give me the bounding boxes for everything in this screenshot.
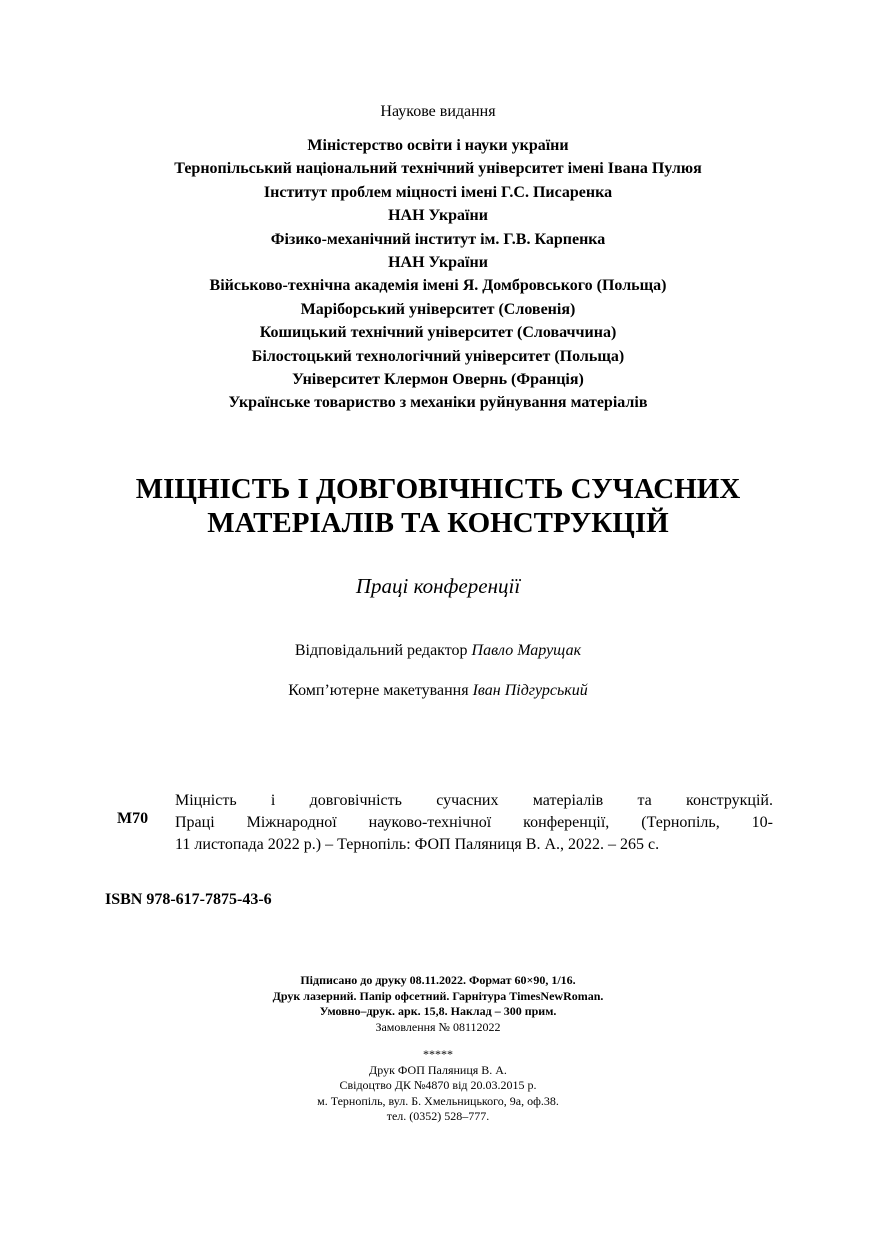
organization-line: НАН України <box>388 207 488 225</box>
layout-label: Комп’ютерне макетування <box>288 682 469 699</box>
organization-line: Тернопільський національний технічний університет імені Івана Пулюя <box>174 160 702 178</box>
printer-certificate: Свідоцтво ДК №4870 від 20.03.2015 р. <box>339 1078 537 1092</box>
imprint-signed: Підписано до друку 08.11.2022. Формат 60×90, 1/16. <box>300 973 576 987</box>
page-title <box>0 472 876 540</box>
organization-line: Українське товариство з механіки руйнування матеріалів <box>228 394 648 412</box>
subtitle: Праці конференції <box>355 574 521 598</box>
publication-kind: Наукове видання <box>380 103 496 120</box>
editor-label: Відповідальний редактор <box>294 642 468 659</box>
organization-line: Кошицький технічний університет (Словаччина) <box>259 324 617 342</box>
layout-name: Іван Підгурський <box>472 682 588 699</box>
organization-line: Маріборський університет (Словенія) <box>300 300 576 318</box>
separator: ***** <box>423 1047 453 1061</box>
udc-code: М70 <box>117 810 149 827</box>
organization-line: Міністерство освіти і науки україни <box>307 137 569 154</box>
printer-address: м. Тернопіль, вул. Б. Хмельницького, 9а, оф.38. <box>317 1093 559 1108</box>
title-line: МАТЕРІАЛІВ ТА КОНСТРУКЦІЙ <box>207 507 669 539</box>
imprint-sheets: Умовно–друк. арк. 15,8. Наклад – 300 прим. <box>319 1004 557 1018</box>
imprint-block <box>0 973 876 1043</box>
isbn: ISBN 978-617-7875-43-6 <box>105 891 272 908</box>
imprint-order: Замовлення № 08112022 <box>375 1019 501 1034</box>
organization-line: Університет Клермон Овернь (Франція) <box>292 370 584 388</box>
organization-line: Білостоцький технологічний університет (Польща) <box>251 347 625 365</box>
imprint-spacer <box>0 1035 876 1043</box>
bibliographic-line: Міцність і довговічність сучасних матеріалів та конструкцій. <box>175 792 773 809</box>
bibliographic-line: 11 листопада 2022 р.) – Тернопіль: ФОП Паляниця В. А., 2022. – 265 с. <box>175 836 660 853</box>
title-line: МІЦНІСТЬ І ДОВГОВІЧНІСТЬ СУЧАСНИХ <box>135 473 741 505</box>
editor-line <box>0 642 876 660</box>
organization-line: НАН України <box>388 253 488 271</box>
organizations-list <box>0 134 876 415</box>
imprint-print: Друк лазерний. Папір офсетний. Гарнітура TimesNewRoman. <box>272 988 604 1003</box>
printer-name: Друк ФОП Паляниця В. А. <box>369 1062 507 1077</box>
organization-line: Інститут проблем міцності імені Г.С. Писаренка <box>263 183 613 201</box>
printer-block <box>0 1047 876 1125</box>
editor-name: Павло Марущак <box>471 642 582 659</box>
printer-phone: тел. (0352) 528–777. <box>386 1109 490 1123</box>
layout-line <box>0 682 876 700</box>
bibliographic-description <box>175 790 773 856</box>
organization-line: Фізико-механічний інститут ім. Г.В. Карпенка <box>270 230 606 248</box>
bibliographic-line: Праці Міжнародної науково-технічної конференції, (Тернопіль, 10- <box>175 814 773 831</box>
organization-line: Військово-технічна академія імені Я. Домбровського (Польща) <box>209 277 667 295</box>
